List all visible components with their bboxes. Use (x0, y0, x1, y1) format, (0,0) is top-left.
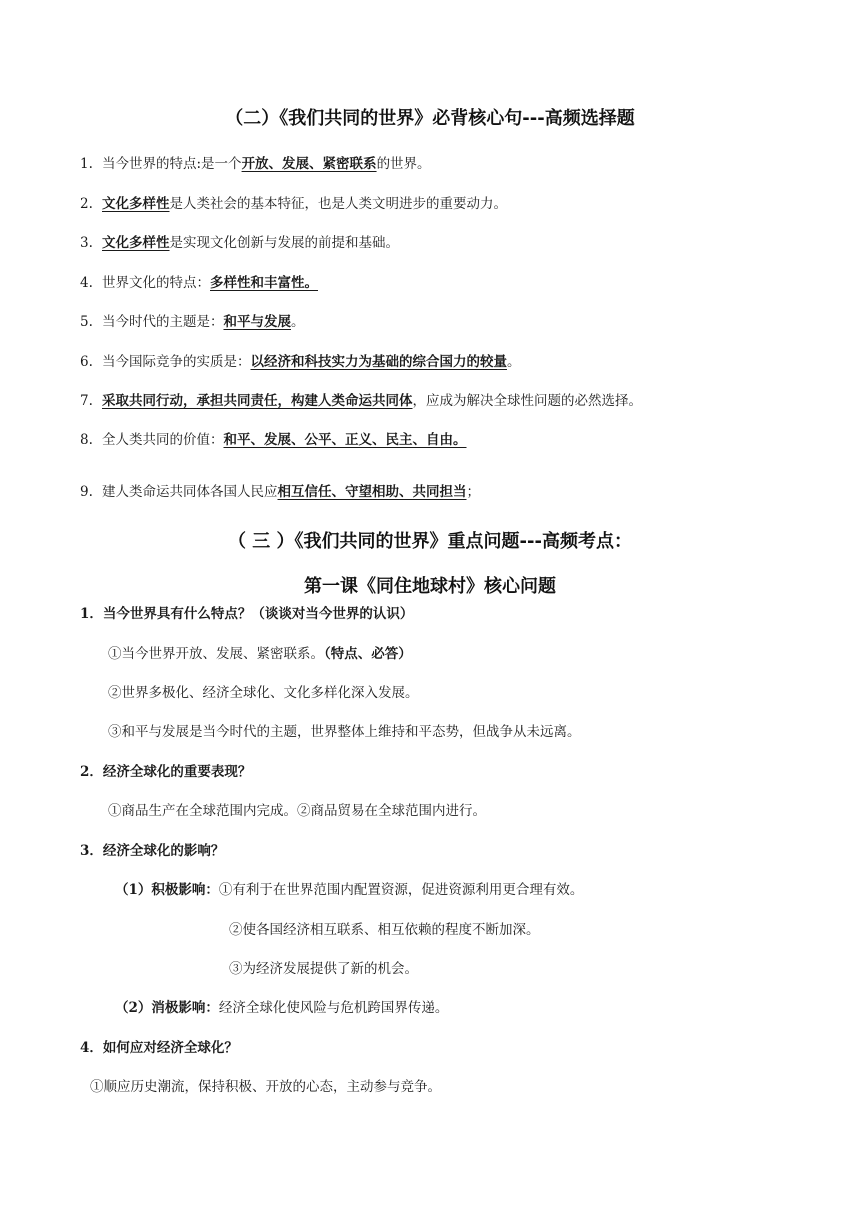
sentence-key-phrase: 以经济和科技实力为基础的综合国力的较量 (250, 354, 507, 370)
sentence-text: 世界文化的特点： (102, 275, 210, 291)
sentence-number: 7. (80, 393, 93, 409)
sentence-text-tail: 。 (291, 314, 305, 330)
core-sentence-8 (80, 431, 467, 449)
sentence-number: 5. (80, 314, 93, 330)
sentence-text-tail: 是人类社会的基本特征，也是人类文明进步的重要动力。 (169, 196, 507, 212)
question-4-answer-1: ①顺应历史潮流，保持积极、开放的心态，主动参与竞争。 (90, 1079, 441, 1095)
question-1-answer-3: ③和平与发展是当今时代的主题，世界整体上维持和平态势，但战争从未远离。 (108, 724, 581, 740)
sentence-key-phrase: 开放、发展、紧密联系 (241, 156, 377, 172)
question-3-positive-2: ②使各国经济相互联系、相互依赖的程度不断加深。 (229, 922, 540, 938)
question-3-positive-1 (115, 881, 583, 899)
sentence-number: 6. (80, 354, 93, 370)
sentence-text-tail: 。 (507, 354, 521, 370)
answer-emphasis: （特点、必答） (324, 646, 412, 662)
question-4-title: 4．如何应对经济全球化？ (80, 1040, 238, 1056)
sentence-key-phrase: 和平与发展 (223, 314, 291, 330)
sentence-number: 3. (80, 235, 93, 251)
sentence-key-phrase: 相互信任、守望相助、共同担当 (277, 484, 467, 500)
question-3-positive-3: ③为经济发展提供了新的机会。 (229, 961, 418, 977)
section-2-heading: （二）《我们共同的世界》必背核心句---高频选择题 (225, 108, 635, 129)
sentence-number: 8. (80, 432, 93, 448)
lesson-1-heading: 第一课《同住地球村》核心问题 (304, 576, 556, 597)
sentence-key-phrase: 文化多样性 (102, 235, 170, 251)
sentence-text: 当今世界的特点:是一个 (102, 156, 242, 172)
positive-label: （1）积极影响： (115, 882, 219, 898)
sentence-number: 4. (80, 275, 93, 291)
question-1-answer-2: ②世界多极化、经济全球化、文化多样化深入发展。 (108, 685, 419, 701)
negative-label: （2）消极影响： (115, 1000, 219, 1016)
core-sentence-3 (80, 234, 399, 252)
sentence-text: 当今时代的主题是： (102, 314, 224, 330)
sentence-text-tail: 的世界。 (376, 156, 431, 172)
core-sentence-6 (80, 353, 521, 371)
positive-item-1: ①有利于在世界范围内配置资源，促进资源利用更合理有效。 (218, 882, 584, 898)
sentence-key-phrase: 采取共同行动，承担共同责任，构建人类命运共同体 (102, 393, 413, 409)
sentence-text-tail: 是实现文化创新与发展的前提和基础。 (169, 235, 399, 251)
sentence-text-tail: ，应成为解决全球性问题的必然选择。 (412, 393, 642, 409)
sentence-text: 当今国际竞争的实质是： (102, 354, 251, 370)
sentence-number: 9. (80, 484, 93, 500)
sentence-text-tail: ； (466, 484, 480, 500)
core-sentence-9 (80, 483, 480, 501)
question-3-negative (115, 999, 448, 1017)
question-3-title: 3．经济全球化的影响？ (80, 843, 225, 859)
core-sentence-2 (80, 195, 507, 213)
section-3-heading: （ 三 ）《我们共同的世界》重点问题---高频考点： (228, 531, 632, 552)
question-1-answer-1 (108, 645, 412, 663)
question-2-title: 2．经济全球化的重要表现？ (80, 764, 252, 780)
sentence-number: 1. (80, 156, 93, 172)
answer-text: ①当今世界开放、发展、紧密联系。 (108, 646, 324, 662)
question-1-title: 1．当今世界具有什么特点？（谈谈对当今世界的认识） (80, 606, 414, 622)
negative-item-1: 经济全球化使风险与危机跨国界传递。 (218, 1000, 449, 1016)
core-sentence-1 (80, 155, 431, 173)
question-2-answer-1: ①商品生产在全球范围内完成。②商品贸易在全球范围内进行。 (108, 803, 486, 819)
sentence-key-phrase: 多样性和丰富性。 (210, 275, 318, 291)
sentence-key-phrase: 文化多样性 (102, 196, 170, 212)
core-sentence-7 (80, 392, 642, 410)
core-sentence-4 (80, 274, 318, 292)
sentence-key-phrase: 和平、发展、公平、正义、民主、自由。 (223, 432, 467, 448)
sentence-number: 2. (80, 196, 93, 212)
core-sentence-5 (80, 313, 305, 331)
sentence-text: 建人类命运共同体各国人民应 (102, 484, 278, 500)
sentence-text: 全人类共同的价值： (102, 432, 224, 448)
